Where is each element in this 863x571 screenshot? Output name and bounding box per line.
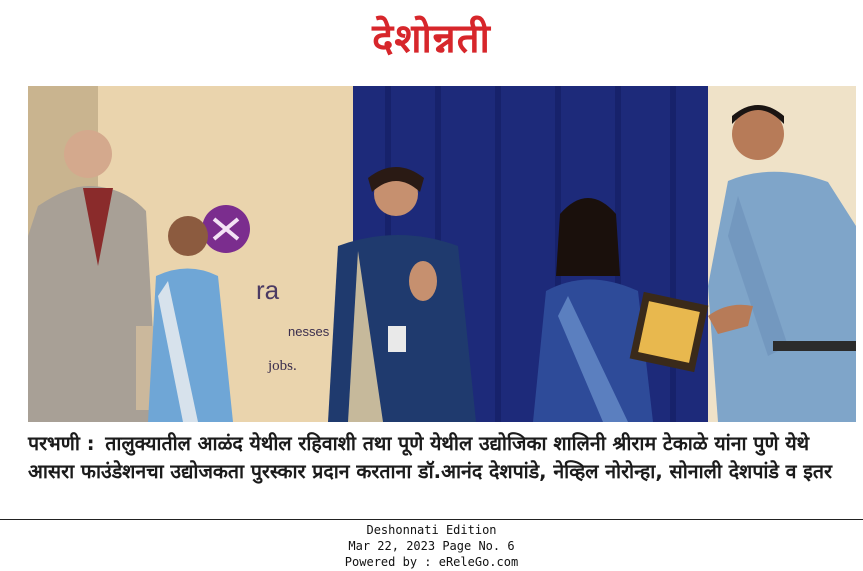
banner-text-2: nesses — [288, 324, 330, 339]
powered-by: Powered by : eReleGo.com — [344, 554, 519, 569]
news-photo — [28, 86, 856, 422]
edition-name: Deshonnati Edition — [366, 522, 497, 537]
award-ceremony-illustration — [28, 86, 856, 422]
caption-place: परभणी : — [28, 432, 95, 455]
banner-text-3: jobs. — [268, 358, 297, 374]
masthead — [0, 0, 863, 72]
newspaper-title: देशोन्नती — [372, 15, 491, 62]
edition-footer — [0, 520, 863, 571]
banner-text: ra — [256, 275, 280, 305]
edition-date-page: Mar 22, 2023 Page No. 6 — [348, 538, 515, 553]
photo-caption — [28, 430, 858, 486]
caption-text: तालुक्यातील आळंद येथील रहिवाशी तथा पूणे येथील उद्योजिका शालिनी श्रीराम टेकाळे यांना पुणे येथे आसरा फाउंडेशनचा उद्योजकता पुरस्कार प्रदान करताना डॉ.आनंद देशपांडे, नेव्हिल नोरोन्हा, सोनाली देशपांडे व इतर — [28, 432, 832, 483]
